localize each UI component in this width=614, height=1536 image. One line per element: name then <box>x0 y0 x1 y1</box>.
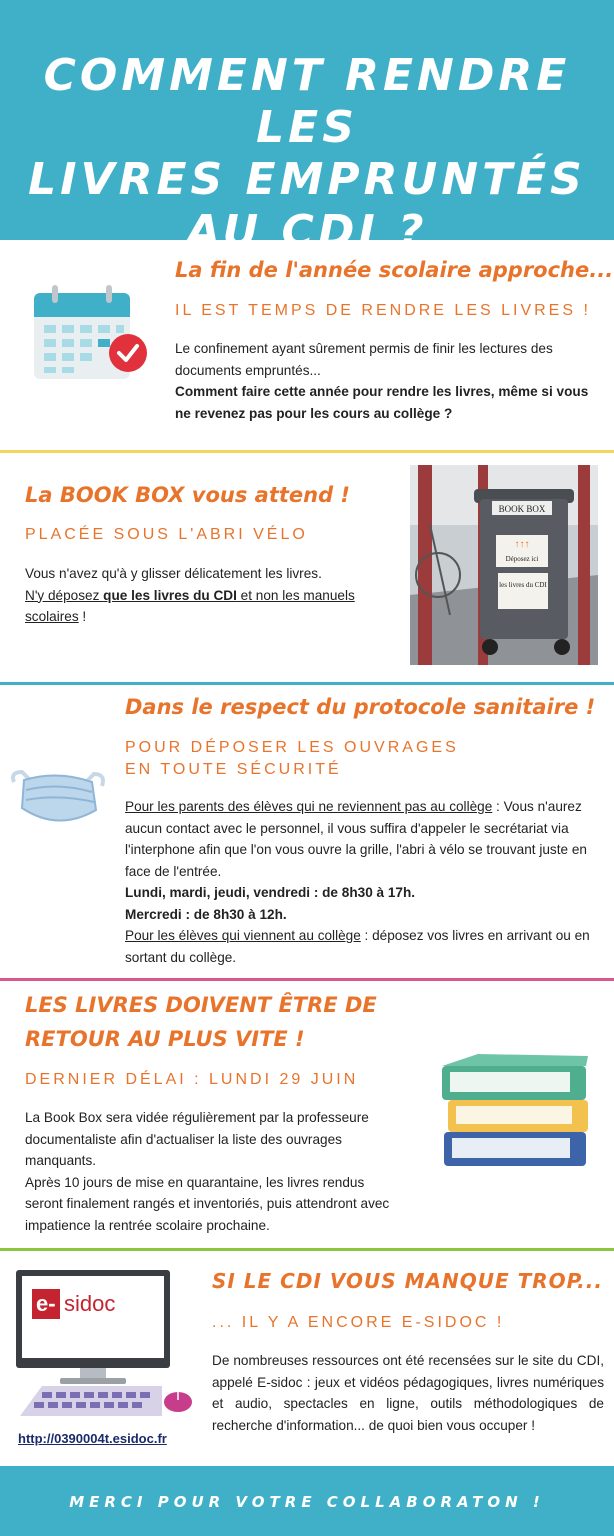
face-mask-icon <box>8 762 108 832</box>
section4-paragraph1: La Book Box sera vidée régulièrement par la professeure documentaliste afin d'actualiser la liste des ouvrages manquants. <box>25 1110 369 1168</box>
section2-exclam: ! <box>78 609 87 624</box>
esidoc-logo-name: sidoc <box>64 1291 116 1316</box>
section2-line2 <box>25 585 395 628</box>
section3-heading: Dans le respect du protocole sanitaire ! <box>125 695 596 719</box>
section1-text <box>175 338 595 424</box>
section5-subheading: ... IL Y A ENCORE E-SIDOC ! <box>212 1314 505 1331</box>
books-stack-icon <box>438 1050 593 1176</box>
section2-u1: N'y déposez <box>25 587 104 603</box>
book-box-photo <box>410 465 598 665</box>
section4-heading-line1: LES LIVRES DOIVENT ÊTRE DE <box>25 993 377 1017</box>
photo-sign-livres: les livres du CDI <box>499 581 547 589</box>
photo-sign-deposez: Déposez ici <box>505 555 539 563</box>
section4-subheading: DERNIER DÉLAI : LUNDI 29 JUIN <box>25 1071 359 1088</box>
esidoc-logo-prefix: e- <box>32 1289 60 1319</box>
section1-bold-paragraph: Comment faire cette année pour rendre les livres, même si vous ne revenez pas pour les cours au collège ? <box>175 384 589 421</box>
pink-separator <box>0 978 614 981</box>
photo-sign-bookbox: BOOK BOX <box>498 504 546 514</box>
section3-parents-text: : Vous n'aurez aucun contact avec le personnel, il vous suffira d'appeler le secrétariat via l'interphone afin que l'on vous ouvre la grille, l'abri à vélo se trouvant juste en face de l'entrée. <box>125 799 587 879</box>
section3-hours2: Mercredi : de 8h30 à 12h. <box>125 906 287 922</box>
section1-paragraph: Le confinement ayant sûrement permis de finir les lectures des documents empruntés... <box>175 341 553 378</box>
section2-subheading: PLACÉE SOUS L'ABRI VÉLO <box>25 526 308 543</box>
footer-text: MERCI POUR VOTRE COLLABORATON ! <box>69 1493 545 1511</box>
section4-paragraph2: Après 10 jours de mise en quarantaine, les livres rendus seront finalement rangés et inventoriés, puis attendront avec impatience la rentrée scolaire prochaine. <box>25 1174 390 1233</box>
section2-bold-u: que les livres du CDI <box>103 587 237 603</box>
esidoc-logo <box>32 1285 147 1323</box>
title-line-3: AU CDI ? <box>186 206 428 257</box>
yellow-separator <box>0 450 614 453</box>
section3-students-label: Pour les élèves qui viennent au collège <box>125 928 361 943</box>
section3-hours1: Lundi, mardi, jeudi, vendredi : de 8h30 à 17h. <box>125 885 416 900</box>
section3-sub-line1: POUR DÉPOSER LES OUVRAGES <box>125 739 459 756</box>
section5-text: De nombreuses ressources ont été recensées sur le site du CDI, appelé E-sidoc : jeux et vidéos pédagogiques, livres numériques et audio, spectacles en ligne, outils méthodologiques de recherche d'information... de quoi bien vous occuper ! <box>212 1353 604 1433</box>
section3-students-text: : déposez vos livres en arrivant ou en sortant du collège. <box>125 928 590 965</box>
photo-arrows: ↑↑↑ <box>514 539 530 550</box>
esidoc-link[interactable]: http://0390004t.esidoc.fr <box>18 1431 167 1446</box>
title-line-1: COMMENT RENDRE LES <box>43 50 571 153</box>
page-title <box>0 50 614 258</box>
section4-heading-line2: RETOUR AU PLUS VITE ! <box>25 1027 305 1051</box>
green-separator <box>0 1248 614 1251</box>
section1-heading: La fin de l'année scolaire approche... <box>175 258 614 282</box>
section4-text <box>25 1107 405 1236</box>
section3-paragraph2 <box>125 925 609 968</box>
section5-heading: SI LE CDI VOUS MANQUE TROP... <box>212 1269 603 1293</box>
calendar-icon <box>30 283 152 383</box>
title-line-2: LIVRES EMPRUNTÉS <box>28 154 586 205</box>
teal-separator <box>0 682 614 685</box>
section2-heading: La BOOK BOX vous attend ! <box>25 483 351 507</box>
section3-paragraph1 <box>125 796 609 882</box>
section1-subheading: IL EST TEMPS DE RENDRE LES LIVRES ! <box>175 302 591 319</box>
section3-text <box>125 796 609 968</box>
section3-parents-label: Pour les parents des élèves qui ne reviennent pas au collège <box>125 799 493 814</box>
section2-line1: Vous n'avez qu'à y glisser délicatement les livres. <box>25 566 322 581</box>
section3-sub-line2: EN TOUTE SÉCURITÉ <box>125 761 342 778</box>
section2-text <box>25 563 395 628</box>
section2-u2: et non les manuels scolaires <box>25 587 355 624</box>
section3-subheading <box>125 737 459 781</box>
section4-heading <box>25 988 377 1056</box>
